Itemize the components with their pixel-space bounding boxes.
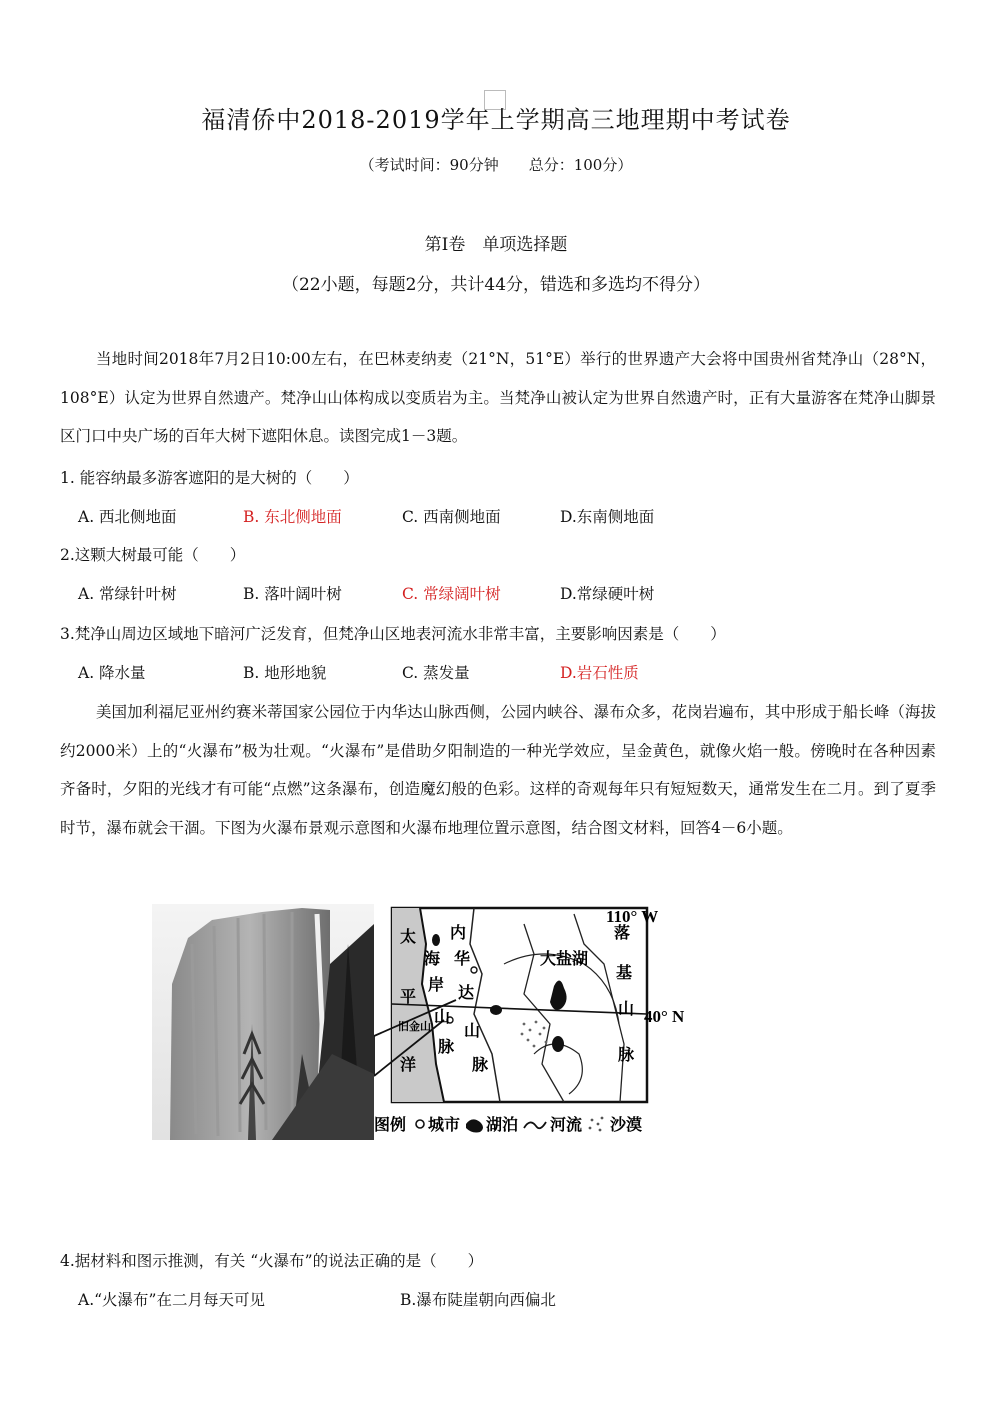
coast-range-char-2: 岸 <box>428 977 445 994</box>
question-2-option-b[interactable]: B. 落叶阔叶树 <box>243 585 342 603</box>
legend-city-icon <box>416 1120 424 1128</box>
question-2-option-c[interactable]: C. 常绿阔叶树 <box>402 585 501 603</box>
legend-desert-icon <box>589 1117 604 1132</box>
legend-title: 图例 <box>374 1117 407 1134</box>
section-note: （22小题，每题2分，共计44分，错选和多选均不得分） <box>281 275 711 295</box>
coast-range-char-1: 海 <box>424 951 441 968</box>
question-3-option-d[interactable]: D.岩石性质 <box>560 664 639 682</box>
great-salt-lake-label: 大盐湖 <box>540 951 589 968</box>
exam-title: 福清侨中2018-2019学年上学期高三地理期中考试卷 <box>201 106 791 134</box>
question-1-option-d[interactable]: D.东南侧地面 <box>560 508 655 526</box>
pacific-char-1: 太 <box>400 929 417 946</box>
coast-range-char-3: 山 <box>434 1009 451 1026</box>
latitude-label: 40° N <box>644 1007 685 1026</box>
question-3-option-b[interactable]: B. 地形地貌 <box>243 664 327 682</box>
location-map <box>374 904 692 1140</box>
rocky-char-4: 脉 <box>618 1047 635 1064</box>
legend-city-label: 城市 <box>428 1117 461 1134</box>
section-title: 第Ⅰ卷 单项选择题 <box>424 235 568 255</box>
sierra-char-5: 脉 <box>472 1057 489 1074</box>
waterfall-photo <box>152 904 374 1140</box>
question-4-option-b[interactable]: B.瀑布陡崖朝向西偏北 <box>400 1291 556 1309</box>
sierra-char-2: 华 <box>454 951 471 968</box>
coast-range-char-4: 脉 <box>438 1039 455 1056</box>
question-1-option-b[interactable]: B. 东北侧地面 <box>243 508 342 526</box>
san-francisco-label: 旧金山 <box>398 1021 431 1033</box>
sierra-char-3: 达 <box>458 985 475 1002</box>
question-3-option-a[interactable]: A. 降水量 <box>78 664 146 682</box>
question-2-stem: 2.这颗大树最可能（ ） <box>60 546 246 564</box>
passage-2: 美国加利福尼亚州约赛米蒂国家公园位于内华达山脉西侧，公园内峡谷、瀑布众多，花岗岩遍布，其中形成于船长峰（海拔约2000米）上的“火瀑布”极为壮观。“火瀑布”是借助夕阳制造的一种光学效应，呈金黄色，就像火焰一般。傍晚时在各种因素齐备时，夕阳的光线才有可能“点燃”这条瀑布，创造魔幻般的色彩。这样的奇观每年只有短短数天，通常发生在二月。到了夏季时节，瀑布就会干涸。下图为火瀑布景观示意图和火瀑布地理位置示意图，结合图文材料，回答4－6小题。 <box>60 703 936 837</box>
question-1-option-a[interactable]: A. 西北侧地面 <box>78 508 177 526</box>
question-1-stem: 1. 能容纳最多游客遮阳的是大树的（ ） <box>60 469 359 487</box>
legend-lake-label: 湖泊 <box>486 1117 519 1134</box>
sierra-char-4: 山 <box>464 1023 481 1040</box>
legend-desert-label: 沙漠 <box>610 1117 643 1134</box>
pacific-char-3: 洋 <box>400 1057 417 1074</box>
rocky-char-2: 基 <box>616 965 633 982</box>
question-4-stem: 4.据材料和图示推测，有关 “火瀑布”的说法正确的是（ ） <box>60 1252 484 1270</box>
pacific-char-2: 平 <box>400 989 417 1006</box>
exam-subtitle: （考试时间：90分钟 总分：100分） <box>359 156 633 174</box>
question-2-option-d[interactable]: D.常绿硬叶树 <box>560 585 655 603</box>
longitude-label: 110° W <box>606 907 659 926</box>
question-2-option-a[interactable]: A. 常绿针叶树 <box>78 585 177 603</box>
fire-waterfall-figure <box>152 904 692 1144</box>
sierra-char-1: 内 <box>450 925 467 942</box>
question-3-option-c[interactable]: C. 蒸发量 <box>402 664 470 682</box>
legend-river-label: 河流 <box>550 1117 583 1134</box>
question-4-option-a[interactable]: A.“火瀑布”在二月每天可见 <box>78 1291 265 1309</box>
question-1-option-c[interactable]: C. 西南侧地面 <box>402 508 501 526</box>
question-3-stem: 3.梵净山周边区域地下暗河广泛发育，但梵净山区地表河流水非常丰富，主要影响因素是（ ） <box>60 625 726 643</box>
legend-river-icon <box>524 1122 546 1128</box>
rocky-char-1: 落 <box>614 925 631 942</box>
legend-lake-icon <box>466 1119 483 1132</box>
passage-1: 当地时间2018年7月2日10:00左右，在巴林麦纳麦（21°N，51°E）举行的世界遗产大会将中国贵州省梵净山（28°N，108°E）认定为世界自然遗产。梵净山山体构成以变质岩为主。当梵净山被认定为世界自然遗产时，正有大量游客在梵净山脚景区门口中央广场的百年大树下遮阳休息。读图完成1－3题。 <box>60 350 936 445</box>
rocky-char-3: 山 <box>618 1001 635 1018</box>
